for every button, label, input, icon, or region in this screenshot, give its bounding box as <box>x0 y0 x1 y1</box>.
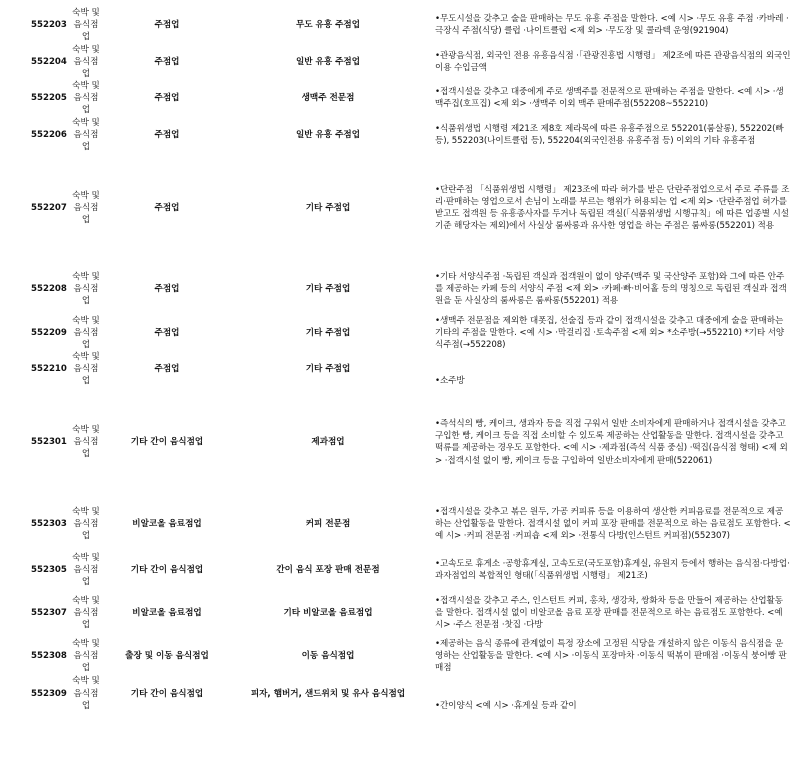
description: •생맥주 전문점을 제외한 대폿집, 선술집 등과 같이 접객시설을 갖추고 대중에게 술을 판매하는 기타의 주점을 말한다. <예 시> ·막걸리집 ·토속주점 <제 외> *소주방(→552210) *기타 서양식주점(→552208) <box>435 315 785 351</box>
sub-category: 생맥주 전문점 <box>301 93 355 104</box>
major-category: 숙박 및 음식점 업 <box>72 596 100 631</box>
description: •소주방 <box>435 376 465 387</box>
sub-category: 일반 유흥 주점업 <box>295 129 361 140</box>
major-category: 숙박 및 음식점 업 <box>72 7 100 43</box>
table-row <box>6 80 791 116</box>
major-category: 숙박 및 음식점 업 <box>72 81 100 116</box>
mid-category: 주점업 <box>154 19 180 30</box>
sub-category: 기타 주점업 <box>305 283 351 294</box>
description: •기타 서양식주점 ·독립된 객실과 접객원이 없이 양주(맥주 및 국산양주 포함)와 그에 따른 안주를 제공하는 카페 등의 서양식 주점 <제 외> ·카페·빠·비어홀 등의 명칭으로 독립된 객실과 접객원을 둔 사실상의 룸싸롱은 룸싸롱(552201) 적용 <box>435 271 787 306</box>
industry-code: 552305 <box>31 565 67 576</box>
table-row <box>6 551 791 589</box>
mid-category: 주점업 <box>154 129 180 140</box>
major-category: 숙박 및 음식점 업 <box>72 117 100 152</box>
sub-category: 일반 유흥 주점업 <box>295 57 361 68</box>
table-row <box>6 589 791 637</box>
description: •즉석식의 빵, 케이크, 생과자 등을 직접 구워서 일반 소비자에게 판매하거나 접객시설을 갖추고 구입한 빵, 케이크 등을 직접 소비할 수 있도록 제공하는 산업활동을 말한다. 접객시설을 갖추고 떡류를 제공하는 경우도 포함한다. <예 시> ·제과점(즉석 식품 중심) ·떡집(음식점 형태) <제 외> ·접객시설 없이 빵, 케이크 등을 구입하여 일반소비자에게 판매(522061) <box>435 419 788 466</box>
mid-category: 주점업 <box>154 327 180 338</box>
table-row <box>6 6 791 44</box>
table-row <box>6 315 791 351</box>
major-category: 숙박 및 음식점 업 <box>72 639 100 674</box>
major-category: 숙박 및 음식점 업 <box>72 676 100 711</box>
mid-category: 주점업 <box>154 93 180 104</box>
major-category: 숙박 및 음식점 업 <box>72 352 100 387</box>
industry-code: 552203 <box>31 19 67 30</box>
table-row <box>6 675 791 711</box>
industry-code: 552207 <box>31 202 67 213</box>
sub-category: 커피 전문점 <box>305 519 351 530</box>
sub-category: 기타 주점업 <box>305 364 351 375</box>
sub-category: 이동 음식점업 <box>301 651 355 662</box>
description: •제공하는 음식 종류에 관계없이 특정 장소에 고정된 식당을 개설하지 않은 이동식 음식점을 운영하는 산업활동을 말한다. <예 시> ·이동식 포장마차 ·이동식 떡볶이 판매점 ·이동식 붕어빵 판매점 <box>435 639 787 674</box>
table-row <box>6 351 791 387</box>
table-row <box>6 387 791 497</box>
table-row <box>6 637 791 675</box>
description: •고속도로 휴게소 ·공항휴게실, 고속도로(국도포함)휴게실, 유원지 등에서 행하는 음식점·다방업·과자점업의 복합적인 형태(「식품위생법 시행령」 제21조) <box>435 559 790 582</box>
mid-category: 주점업 <box>154 283 180 294</box>
mid-category: 비알코올 음료점업 <box>132 519 202 530</box>
table-row <box>6 497 791 551</box>
industry-code: 552307 <box>31 608 67 619</box>
description: •접객시설을 갖추고 주스, 인스턴트 커피, 홍차, 생강차, 쌍화차 등을 만들어 제공하는 산업활동을 말한다. 접객시설 없이 비알코올 음료 포장 판매를 전문적으로 하는 음료점도 포함한다. <예 시> ·주스 전문점 ·찻집 ·다방 <box>435 596 783 631</box>
major-category: 숙박 및 음식점 업 <box>72 315 100 351</box>
industry-code: 552301 <box>31 437 67 448</box>
mid-category: 기타 간이 음식점업 <box>130 688 204 699</box>
major-category: 숙박 및 음식점 업 <box>72 45 100 80</box>
industry-code: 552205 <box>31 93 67 104</box>
major-category: 숙박 및 음식점 업 <box>72 271 100 306</box>
sub-category: 무도 유흥 주점업 <box>295 19 361 30</box>
industry-code: 552308 <box>31 651 67 662</box>
table-row <box>6 44 791 80</box>
mid-category: 기타 간이 음식점업 <box>130 565 204 576</box>
table-row <box>6 263 791 315</box>
major-category: 숙박 및 음식점 업 <box>72 425 100 460</box>
major-category: 숙박 및 음식점 업 <box>72 507 100 542</box>
industry-code: 552204 <box>31 57 67 68</box>
industry-code: 552309 <box>31 688 67 699</box>
industry-code: 552210 <box>31 364 67 375</box>
description: •관광음식점, 외국인 전용 유흥음식점 ·「관광진흥법 시행령」 제2조에 따른 관광음식점의 외국인이용 수입금액 <box>435 51 791 74</box>
sub-category: 기타 주점업 <box>305 202 351 213</box>
description: •접객시설을 갖추고 볶은 원두, 가공 커피류 등을 이용하여 생산한 커피음료를 전문적으로 제공하는 산업활동을 말한다. 접객시설 없이 커피 포장 판매를 전문적으로 하는 음료점도 포함한다. <예 시> ·커피 전문점 ·커피숍 <제 외> ·전통식 다방(인스턴트 커피점)(552307) <box>435 507 791 542</box>
sub-category: 기타 주점업 <box>305 327 351 338</box>
sub-category: 제과점업 <box>311 437 345 448</box>
classification-rows <box>6 6 791 712</box>
description: •간이양식 <예 시> ·휴게실 등과 같이 <box>435 700 577 711</box>
sub-category: 피자, 햄버거, 샌드위치 및 유사 음식점업 <box>250 688 406 699</box>
description: •무도시설을 갖추고 술을 판매하는 무도 유흥 주점을 말한다. <예 시> ·무도 유흥 주점 ·카바레 ·극장식 주점(식당) 클럽 ·나이트클럽 <제 외> ·무도장 및 콜라텍 운영(921904) <box>435 13 789 36</box>
mid-category: 주점업 <box>154 57 180 68</box>
description: •단란주점 「식품위생법 시행령」 제23조에 따라 허가를 받은 단란주점업으로서 주로 주류를 조리·판매하는 영업으로서 손님이 노래를 부르는 행위가 허용되는 업 <제 외> ·단란주점업 허가를 받고도 접객원 등 유흥종사자를 두거나 독립된 객실(「식품위생법 시행규칙」에 따른 업종별 시설기준 해당자는 제외)에서 사실상 룸싸롱과 유사한 영업을 하는 주점은 룸싸롱(552201) 적용 <box>435 184 790 231</box>
industry-code: 552209 <box>31 327 67 338</box>
description: •식품위생법 시행령 제21조 제8호 제라목에 따른 유흥주점으로 552201(룸살롱), 552202(빠 등), 552203(나이트클럽 등), 552204(외국인전용 유흥주점 등) 이외의 기타 유흥주점 <box>435 123 784 146</box>
mid-category: 주점업 <box>154 202 180 213</box>
table-row <box>6 153 791 263</box>
industry-code: 552206 <box>31 129 67 140</box>
industry-code: 552303 <box>31 519 67 530</box>
mid-category: 출장 및 이동 음식점업 <box>125 651 209 662</box>
sub-category: 기타 비알코올 음료점업 <box>283 608 373 619</box>
classification-table <box>6 6 791 712</box>
description: •접객시설을 갖추고 대중에게 주로 생맥주를 전문적으로 판매하는 주점을 말한다. <예 시> ·생맥주집(호프집) <제 외> ·생맥주 이외 맥주 판매주점(552208~552210) <box>435 87 784 110</box>
mid-category: 기타 간이 음식점업 <box>130 437 204 448</box>
industry-code: 552208 <box>31 283 67 294</box>
table-row <box>6 117 791 153</box>
major-category: 숙박 및 음식점 업 <box>72 190 100 225</box>
mid-category: 비알코올 음료점업 <box>132 608 202 619</box>
mid-category: 주점업 <box>154 364 180 375</box>
sub-category: 간이 음식 포장 판매 전문점 <box>276 565 380 576</box>
major-category: 숙박 및 음식점 업 <box>72 553 100 588</box>
